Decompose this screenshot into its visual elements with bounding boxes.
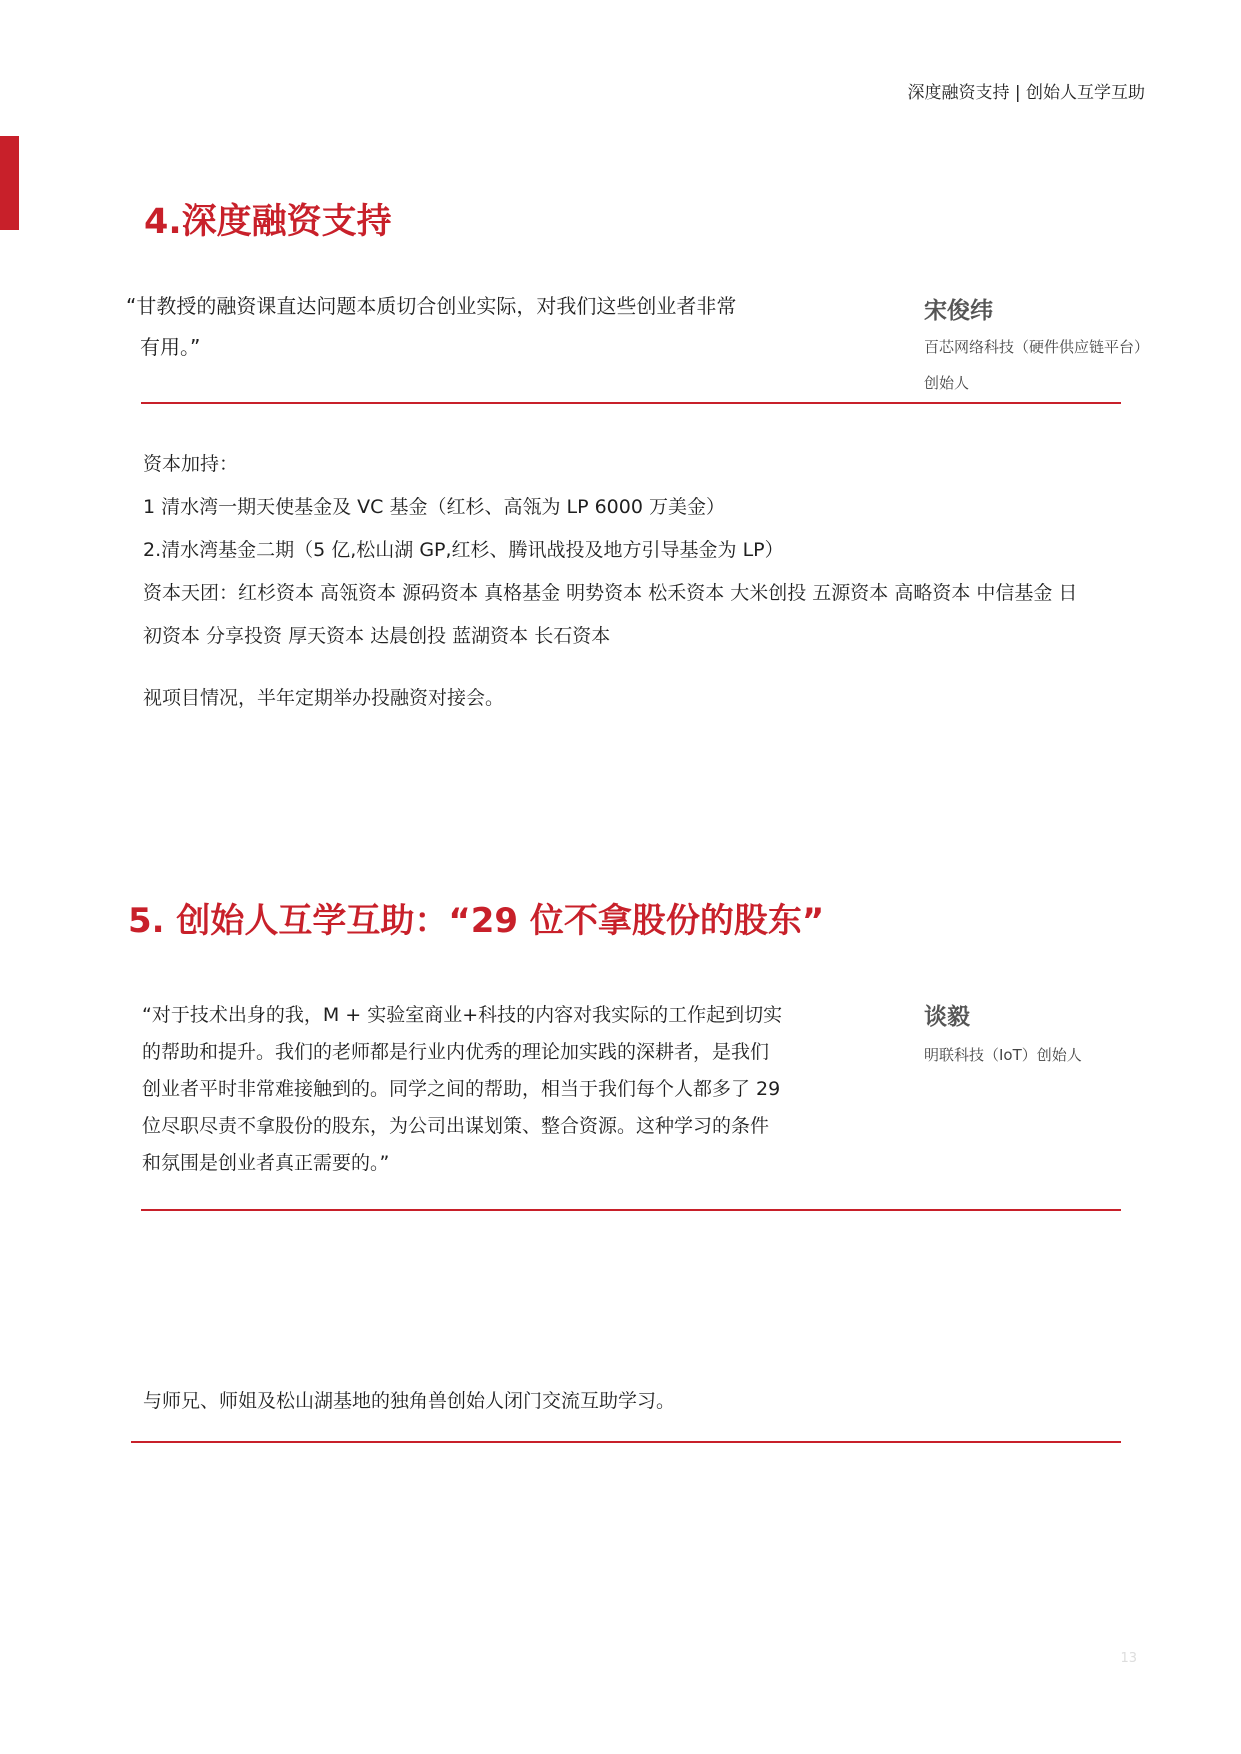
page-number: 13 <box>1120 1651 1137 1666</box>
section-4-quote <box>126 286 826 368</box>
capital-line: 初资本 分享投资 厚天资本 达晨创投 蓝湖资本 长石资本 <box>143 625 611 647</box>
author-name: 谈毅 <box>924 1004 970 1030</box>
page-header-breadcrumb: 深度融资支持 | 创始人互学互助 <box>907 83 1145 103</box>
section-5-quote <box>142 997 842 1182</box>
divider <box>141 1209 1121 1211</box>
author-name: 宋俊纬 <box>924 298 993 324</box>
section-5-title: 5. 创始人互学互助：“29 位不拿股份的股东” <box>128 901 825 941</box>
section-5-author <box>924 998 1082 1069</box>
quote-line: 位尽职尽责不拿股份的股东，为公司出谋划策、整合资源。这种学习的条件 <box>142 1115 770 1137</box>
quote-line: 有用。” <box>140 335 201 359</box>
section-5-note: 与师兄、师姐及松山湖基地的独角兽创始人闭门交流互助学习。 <box>143 1390 676 1412</box>
capital-line: 资本天团：红杉资本 高瓴资本 源码资本 真格基金 明势资本 松禾资本 大米创投 五源资本 高略资本 中信基金 日 <box>143 582 1078 604</box>
capital-line: 2.清水湾基金二期（5 亿,松山湖 GP,红杉、腾讯战投及地方引导基金为 LP） <box>143 539 784 561</box>
section-4-note: 视项目情况，半年定期举办投融资对接会。 <box>143 687 505 709</box>
capital-line: 1 清水湾一期天使基金及 VC 基金（红杉、高瓴为 LP 6000 万美金） <box>143 496 725 518</box>
quote-line: “对于技术出身的我，M + 实验室商业+科技的内容对我实际的工作起到切实 <box>142 1004 783 1026</box>
author-role: 明联科技（IoT）创始人 <box>924 1046 1082 1064</box>
capital-support-list <box>143 443 1133 658</box>
section-4-title: 4.深度融资支持 <box>144 202 392 242</box>
quote-line: 创业者平时非常难接触到的。同学之间的帮助，相当于我们每个人都多了 29 <box>142 1078 781 1100</box>
quote-line: “甘教授的融资课直达问题本质切合创业实际，对我们这些创业者非常 <box>126 294 737 318</box>
side-accent-bar <box>0 136 19 230</box>
divider <box>141 402 1121 404</box>
quote-line: 和氛围是创业者真正需要的。” <box>142 1152 390 1174</box>
author-title: 创始人 <box>924 374 970 392</box>
capital-line: 资本加持： <box>143 453 239 475</box>
quote-line: 的帮助和提升。我们的老师都是行业内优秀的理论加实践的深耕者，是我们 <box>142 1041 770 1063</box>
section-4-author <box>924 292 1149 397</box>
divider <box>131 1441 1121 1443</box>
author-company: 百芯网络科技（硬件供应链平台） <box>924 338 1150 356</box>
